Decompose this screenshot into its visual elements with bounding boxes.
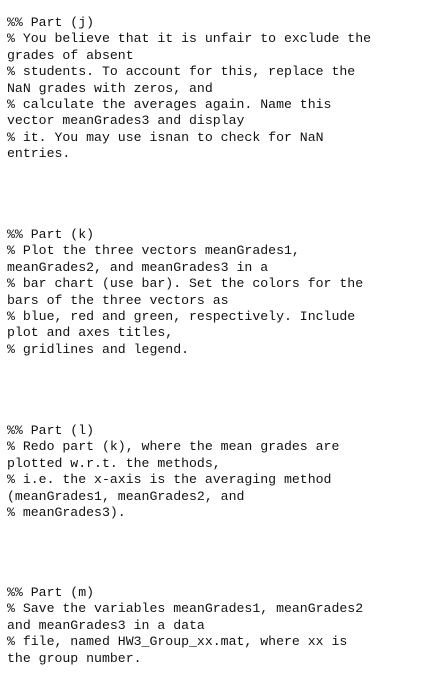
comment-line: and meanGrades3 in a data bbox=[7, 617, 205, 633]
comment-line: % file, named HW3_Group_xx.mat, where xx is bbox=[7, 634, 348, 650]
comment-line: % Save the variables meanGrades1, meanGrades2 bbox=[7, 601, 364, 617]
comment-line: % bar chart (use bar). Set the colors for the bbox=[7, 276, 364, 292]
comment-line: % calculate the averages again. Name this bbox=[7, 96, 332, 112]
section-header: %% Part (j) bbox=[7, 15, 95, 30]
comment-line: meanGrades2, and meanGrades3 in a bbox=[7, 259, 269, 275]
section-header: %% Part (m) bbox=[7, 585, 95, 600]
comment-line: entries. bbox=[7, 146, 71, 162]
comment-line: grades of absent bbox=[7, 47, 134, 63]
comment-line: % meanGrades3). bbox=[7, 504, 126, 520]
comment-line: % Redo part (k), where the mean grades are bbox=[7, 439, 340, 455]
comment-line: the group number. bbox=[7, 650, 142, 666]
comment-line: % Plot the three vectors meanGrades1, bbox=[7, 243, 300, 259]
section-header: %% Part (l) bbox=[7, 423, 95, 438]
part-m-comment-block bbox=[7, 585, 427, 667]
comment-line: % i.e. the x-axis is the averaging method bbox=[7, 472, 332, 488]
comment-line: plot and axes titles, bbox=[7, 325, 174, 341]
part-j-comment-block bbox=[7, 15, 427, 163]
comment-line: % it. You may use isnan to check for NaN bbox=[7, 129, 324, 145]
comment-line: % You believe that it is unfair to exclude the bbox=[7, 31, 372, 47]
comment-line: NaN grades with zeros, and bbox=[7, 80, 213, 96]
comment-line: (meanGrades1, meanGrades2, and bbox=[7, 488, 245, 504]
part-k-comment-block bbox=[7, 227, 427, 358]
comment-line: plotted w.r.t. the methods, bbox=[7, 455, 221, 471]
comment-line: vector meanGrades3 and display bbox=[7, 113, 245, 129]
comment-line: % gridlines and legend. bbox=[7, 341, 190, 357]
part-l-comment-block bbox=[7, 423, 427, 521]
section-header: %% Part (k) bbox=[7, 227, 95, 242]
comment-line: % blue, red and green, respectively. Include bbox=[7, 308, 356, 324]
comment-line: % students. To account for this, replace the bbox=[7, 64, 356, 80]
comment-line: bars of the three vectors as bbox=[7, 292, 229, 308]
